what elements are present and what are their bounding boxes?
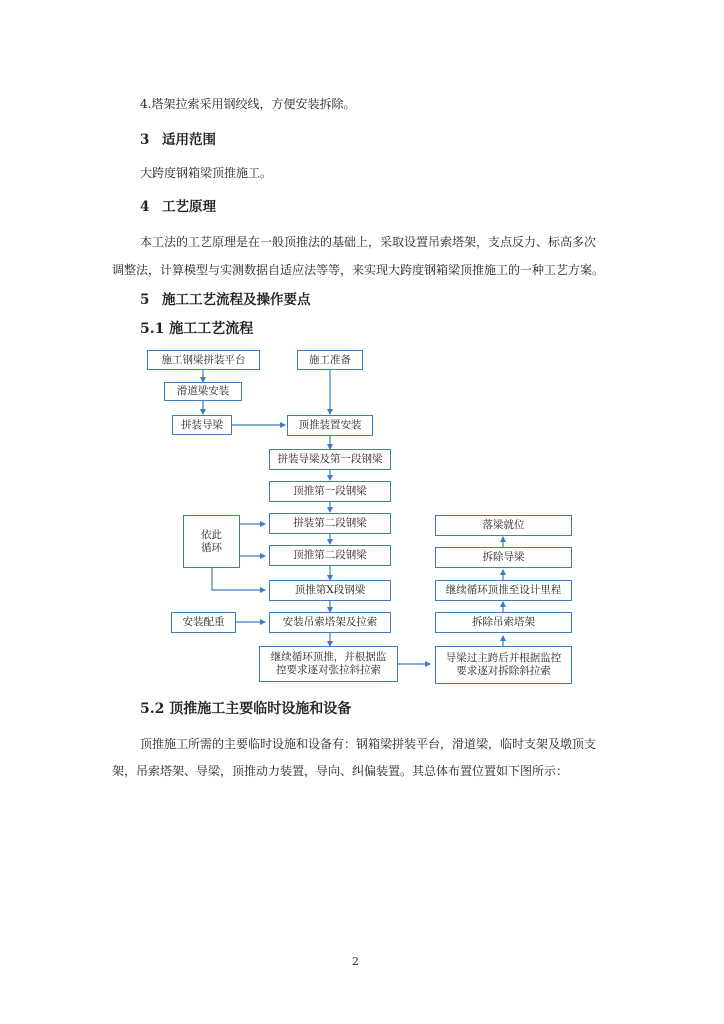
box-continue-push: 继续循环顶推至设计里程 — [435, 580, 572, 601]
section-4-body-line1: 本工法的工艺原理是在一般顶推法的基础上，采取设置吊索塔架，支点反力、标高多次 — [140, 235, 597, 249]
section-3-number: 3 — [140, 132, 150, 148]
box-remove-nose: 拆除导梁 — [435, 547, 572, 568]
box-push-seg1: 顶推第一段钢梁 — [269, 481, 391, 502]
section-5-2-body-line1: 顶推施工所需的主要临时设施和设备有：钢箱梁拼装平台，滑道梁，临时支架及墩顶支 — [140, 737, 597, 751]
cycle-tension-line1: 继续循环顶推，并根据监 — [270, 651, 387, 663]
section-5-title: 施工工艺流程及操作要点 — [162, 292, 311, 308]
section-3-title: 适用范围 — [162, 132, 216, 148]
box-assemble-nose: 拼装导梁 — [172, 415, 232, 435]
box-counterweight: 安装配重 — [171, 612, 236, 633]
box-jack-install: 顶推装置安装 — [287, 415, 373, 436]
arrow-loop-to-segx — [212, 568, 265, 590]
cross-main-span-line2: 要求逐对拆除斜拉索 — [456, 665, 551, 677]
loop-line2: 循环 — [201, 541, 222, 554]
box-remove-tower: 拆除吊索塔架 — [435, 612, 572, 633]
section-4-body-line2: 调整法，计算模型与实测数据自适应法等等，来实现大跨度钢箱梁顶推施工的一种工艺方案。 — [112, 263, 605, 277]
cross-main-span-line1: 导梁过主跨后并根据监控 — [445, 652, 562, 664]
intro-line: 4.塔架拉索采用钢绞线，方便安装拆除。 — [140, 97, 356, 111]
section-5-2-heading: 5.2 顶推施工主要临时设施和设备 — [140, 701, 352, 717]
page-number: 2 — [352, 955, 359, 968]
box-install-tower: 安装吊索塔架及拉索 — [269, 612, 391, 633]
box-cross-main-span — [435, 646, 572, 684]
box-push-seg2: 顶推第二段钢梁 — [269, 545, 391, 566]
section-5-2-body-line2: 架，吊索塔架、导梁，顶推动力装置，导向、纠偏装置。其总体布置位置如下图所示： — [112, 764, 569, 778]
section-5-number: 5 — [140, 292, 150, 308]
loop-line1: 依此 — [201, 528, 222, 541]
box-construction-prep: 施工准备 — [297, 350, 363, 370]
box-cycle-tension — [259, 646, 398, 682]
box-assemble-nose-seg1: 拼装导梁及第一段钢梁 — [269, 449, 391, 470]
box-loop — [183, 515, 240, 568]
section-3-body: 大跨度钢箱梁顶推施工。 — [140, 166, 273, 180]
box-assemble-seg2: 拼装第二段钢梁 — [269, 513, 391, 534]
box-slide-beam: 滑道梁安装 — [164, 382, 242, 401]
section-5-1-heading: 5.1 施工工艺流程 — [140, 321, 254, 337]
cycle-tension-line2: 控要求逐对张拉斜拉索 — [276, 664, 381, 676]
box-push-segx: 顶推第X段钢梁 — [269, 580, 391, 601]
box-steel-platform: 施工钢梁拼装平台 — [147, 350, 260, 370]
box-drop-beam: 落梁就位 — [435, 515, 572, 536]
section-4-title: 工艺原理 — [162, 199, 216, 215]
section-4-number: 4 — [140, 199, 150, 215]
